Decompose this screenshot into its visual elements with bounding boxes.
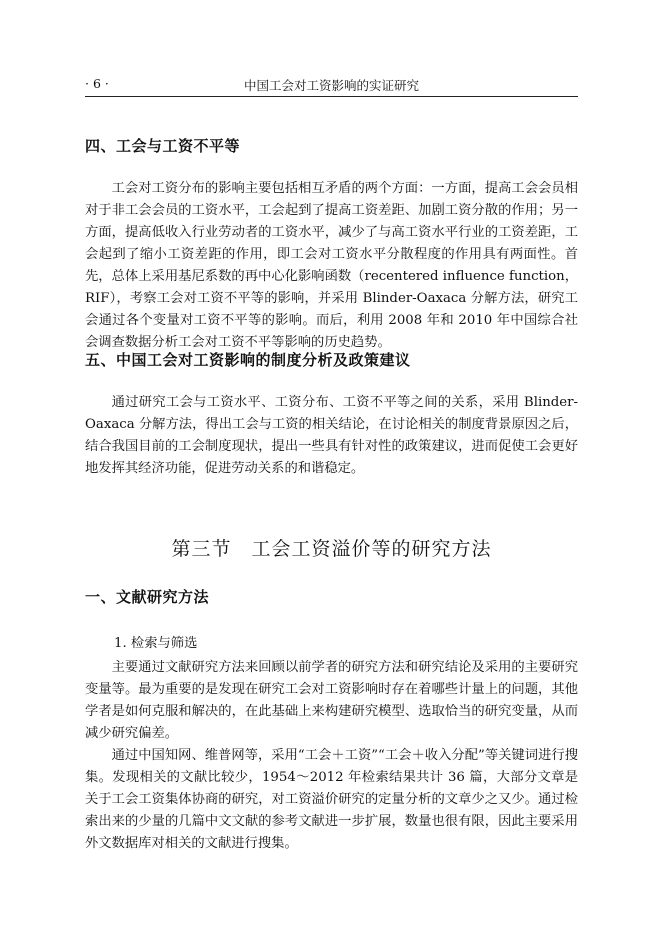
page-number: · 6 · [85,76,109,91]
section-heading-5: 五、中国工会对工资影响的制度分析及政策建议 [85,351,411,369]
section-4-paragraph: 工会对工资分布的影响主要包括相互矛盾的两个方面：一方面，提高工会会员相对于非工会会员的工资水平，工会起到了提高工资差距、加剧工资分散的作用；另一方面，提高低收入行业劳动者的工资水平，减少了与高工资水平行业的工资差距，工会起到了缩小工资差距的作用，即工会对工资水平分散程度的作用具有两面性。首先，总体上采用基尼系数的再中心化影响函数（recentered influence function，RIF），考察工会对工资不平等的影响，并采用 Blinder-Oaxaca 分解方法，研究工会通过各个变量对工资不平等的影响。而后，利用 2008 年和 2010 年中国综合社会调查数据分析工会对工资不平等影响的历史趋势。 [85,181,578,350]
method-paragraph-2: 通过中国知网、维普网等，采用“工会＋工资”“工会＋收入分配”等关键词进行搜集。发现相关的文献比较少，1954～2012 年检索结果共计 36 篇，大部分文章是关于工会工资集体协商的研究，对工资溢价研究的定量分析的文章少之又少。通过检索出来的少量的几篇中文文献的参考文献进一步扩展，数量也很有限，因此主要采用外文数据库对相关的文献进行搜集。 [85,748,578,851]
chapter-title: 第三节 工会工资溢价等的研究方法 [171,538,492,560]
method-heading-1: 一、文献研究方法 [85,588,210,606]
running-header [85,72,578,97]
running-title: 中国工会对工资影响的实证研究 [243,78,419,93]
subsection-heading: 1. 检索与筛选 [114,636,198,651]
section-5-paragraph: 通过研究工会与工资水平、工资分布、工资不平等之间的关系，采用 Blinder-Oaxaca 分解方法，得出工会与工资的相关结论，在讨论相关的制度背景原因之后，结合我国目前的工会制度现状，提出一些具有针对性的政策建议，进而促使工会更好地发挥其经济功能，促进劳动关系的和谐稳定。 [85,395,578,476]
method-paragraph-1: 主要通过文献研究方法来回顾以前学者的研究方法和研究结论及采用的主要研究变量等。最为重要的是发现在研究工会对工资影响时存在着哪些计量上的问题，其他学者是如何克服和解决的，在此基础上来构建研究模型、选取恰当的研究变量，从而减少研究偏差。 [85,660,578,741]
section-heading-4: 四、工会与工资不平等 [85,137,241,155]
